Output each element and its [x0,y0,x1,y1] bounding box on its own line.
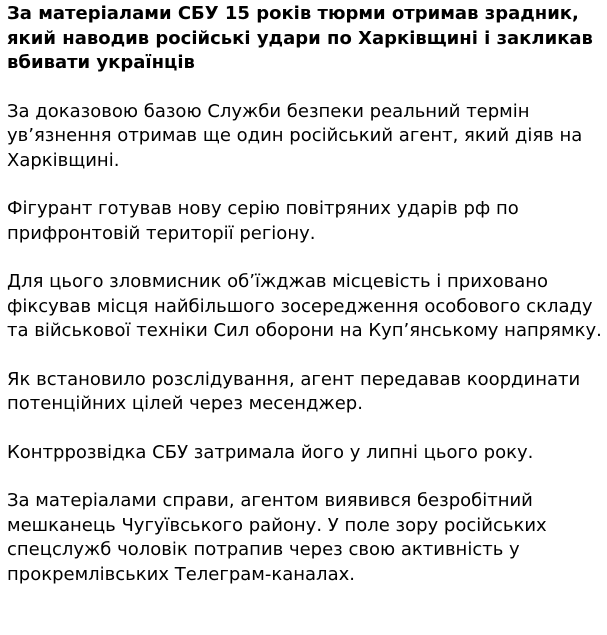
paragraph-agent-profile: За матеріалами справи, агентом виявився безробітний мешканець Чугуївського району. У поле зору російських спецслужб чоловік потрапив через свою активність у прокремлівських Телеграм-каналах. [7,490,547,585]
post-headline: За матеріалами СБУ 15 років тюрми отримав зрадник, який наводив російські удари по Харківщині і закликав вбивати українців [7,3,593,73]
paragraph-investigation: Як встановило розслідування, агент передавав координати потенційних цілей через месенджер. [7,368,581,414]
paragraph-airstrikes: Фігурант готував нову серію повітряних ударів рф по прифронтовій території регіону. [7,198,519,244]
post-body [7,0,603,587]
paragraph-evidence: За доказовою базою Служби безпеки реальний термін ув’язнення отримав ще один російський агент, який діяв на Харківщині. [7,100,583,171]
paragraph-surveillance: Для цього зловмисник об’їжджав місцевість і приховано фіксував місця найбільшого зосередження особового складу та військової техніки Сил оборони на Куп’янському напрямку. [7,271,602,341]
paragraph-detention: Контррозвідка СБУ затримала його у липні цього року. [7,441,534,463]
